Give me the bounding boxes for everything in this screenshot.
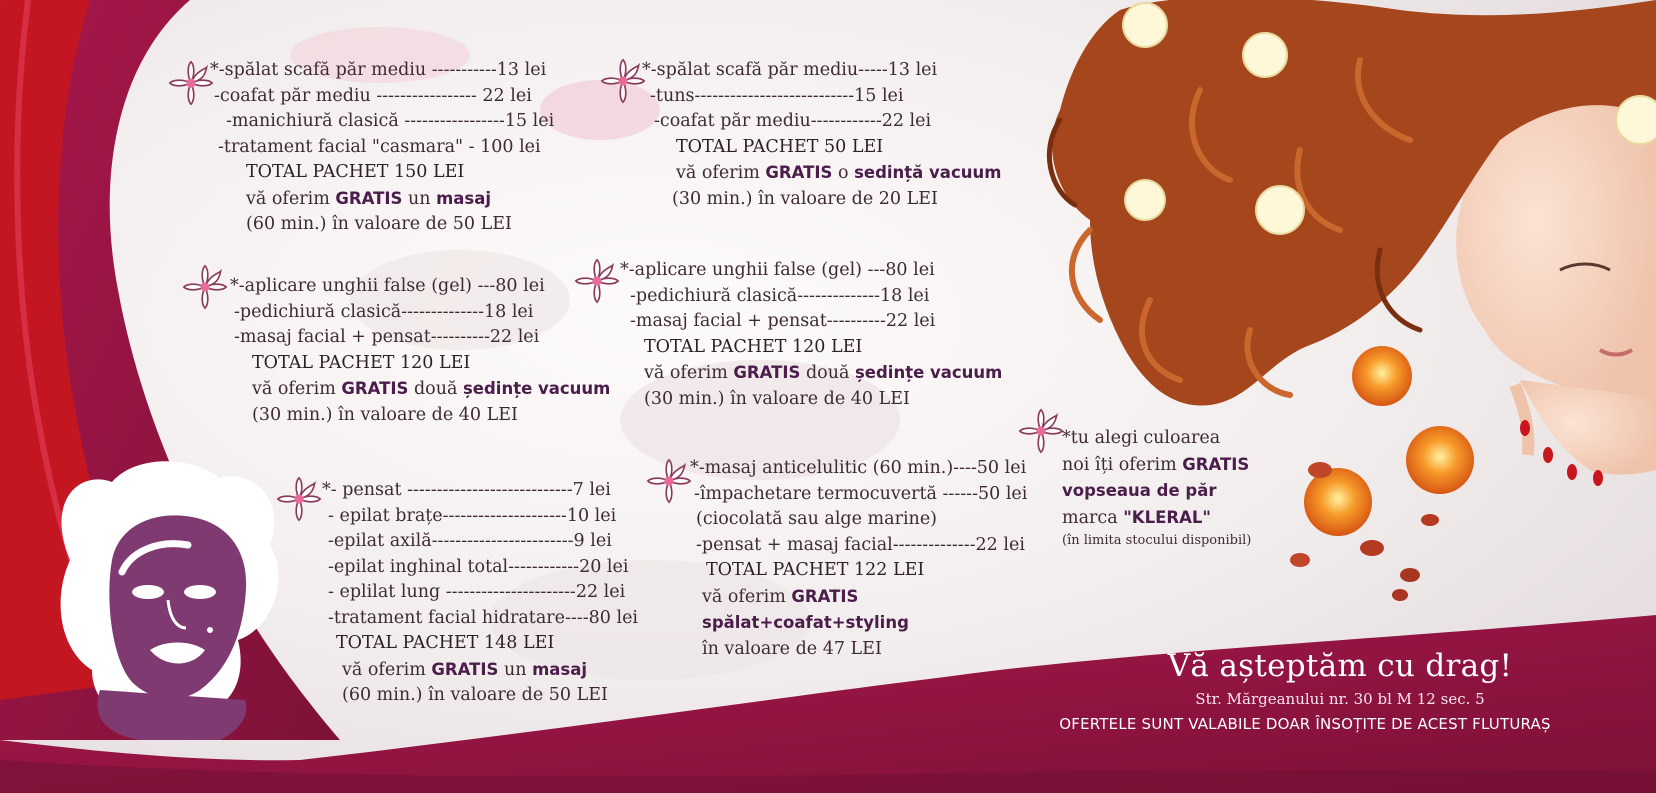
offer-line: marca "KLERAL" (1062, 507, 1211, 528)
flower-icon (182, 264, 228, 310)
service-line: *- pensat ----------------------------7 lei (322, 480, 611, 500)
package-value: (30 min.) în valoare de 20 LEI (672, 188, 938, 209)
package-total: TOTAL PACHET 150 LEI (246, 162, 465, 182)
package-value: (30 min.) în valoare de 40 LEI (252, 404, 518, 425)
package-6 (690, 456, 1027, 662)
package-offer: vă oferim GRATIS o sedință vacuum (676, 163, 1002, 183)
service-line: -tuns---------------------------15 lei (650, 85, 904, 106)
package-offer: vă oferim GRATIS două ședințe vacuum (644, 363, 1003, 383)
offer-line: noi îți oferim GRATIS (1062, 454, 1250, 475)
package-value: (30 min.) în valoare de 40 LEI (644, 388, 910, 409)
service-line: -coafat păr mediu------------22 lei (654, 111, 932, 131)
offer-line: *tu alegi culoarea (1062, 428, 1221, 448)
package-value: (60 min.) în valoare de 50 LEI (342, 685, 608, 705)
package-offer: vă oferim GRATIS (702, 586, 859, 607)
service-line: -masaj facial + pensat----------22 lei (630, 311, 936, 331)
hair-color-offer (1062, 426, 1251, 551)
package-offer-bold: spălat+coafat+styling (702, 613, 909, 632)
service-line: -tratament facial "casmara" - 100 lei (218, 136, 541, 157)
flower-icon (168, 60, 214, 106)
package-offer: vă oferim GRATIS două ședințe vacuum (252, 379, 611, 399)
service-line: -epilat axilă------------------------9 lei (328, 531, 612, 551)
service-line: *-masaj anticelulitic (60 min.)----50 lei (690, 458, 1027, 478)
footer-note: OFERTELE SUNT VALABILE DOAR ÎNSOȚITE DE ACEST FLUTURAȘ (1059, 715, 1551, 733)
package-total: TOTAL PACHET 120 LEI (252, 352, 471, 373)
offer-note: (în limita stocului disponibil) (1062, 533, 1252, 548)
flower-icon (646, 458, 692, 504)
service-line: (ciocolată sau alge marine) (696, 509, 938, 529)
package-3 (322, 478, 638, 709)
service-line: -pensat + masaj facial--------------22 lei (696, 534, 1025, 555)
service-line: -pedichiură clasică--------------18 lei (630, 285, 930, 306)
service-line: -împachetare termocuvertă ------50 lei (694, 483, 1028, 504)
package-value: în valoare de 47 LEI (702, 638, 882, 659)
service-line: -pedichiură clasică--------------18 lei (234, 301, 534, 322)
service-line: -tratament facial hidratare----80 lei (328, 607, 639, 628)
service-line: -coafat păr mediu ----------------- 22 lei (214, 85, 532, 106)
package-total: TOTAL PACHET 120 LEI (644, 336, 863, 357)
flower-icon (1018, 408, 1064, 454)
package-2 (230, 274, 610, 428)
flower-icon (600, 58, 646, 104)
package-total: TOTAL PACHET 122 LEI (706, 560, 925, 580)
package-offer: vă oferim GRATIS un masaj (246, 188, 492, 209)
package-4 (642, 58, 1001, 212)
offer-line: vopseaua de păr (1062, 481, 1217, 500)
flower-icon (276, 476, 322, 522)
service-line: *-spălat scafă păr mediu -----------13 lei (210, 60, 547, 80)
package-1 (210, 58, 554, 238)
package-value: (60 min.) în valoare de 50 LEI (246, 214, 512, 234)
package-5 (620, 258, 1002, 412)
service-line: - epilat brațe---------------------10 lei (328, 505, 617, 526)
service-line: - eplilat lung ----------------------22 lei (328, 582, 626, 602)
footer-title: Vă așteptăm cu drag! (1167, 648, 1513, 684)
service-line: *-spălat scafă păr mediu-----13 lei (642, 60, 938, 80)
service-line: *-aplicare unghii false (gel) ---80 lei (620, 260, 935, 280)
service-line: -epilat inghinal total------------20 lei (328, 556, 629, 577)
service-line: -masaj facial + pensat----------22 lei (234, 327, 540, 347)
service-line: *-aplicare unghii false (gel) ---80 lei (230, 276, 545, 296)
package-total: TOTAL PACHET 148 LEI (336, 633, 555, 653)
service-line: -manichiură clasică -----------------15 lei (226, 111, 555, 131)
footer-address: Str. Mărgeanului nr. 30 bl M 12 sec. 5 (1195, 690, 1485, 708)
package-offer: vă oferim GRATIS un masaj (342, 659, 588, 680)
package-total: TOTAL PACHET 50 LEI (676, 136, 884, 157)
